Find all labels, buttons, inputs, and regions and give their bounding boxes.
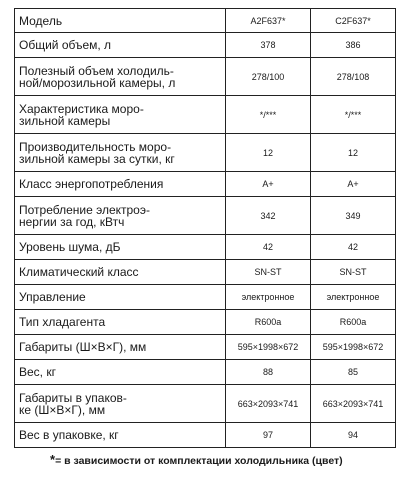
value-a2f637: 12 [226, 134, 311, 172]
row-label [15, 260, 226, 285]
value-c2f637: */*** [311, 96, 396, 134]
value-a2f637: 97 [226, 423, 311, 448]
row-label-line: Потребление электроэ- [19, 202, 150, 217]
row-label [15, 172, 226, 197]
row-label [15, 134, 226, 172]
row-label [15, 33, 226, 58]
row-label-line: Производительность моро- [19, 139, 172, 154]
row-dimensions [15, 335, 396, 360]
row-label-line: Характеристика моро- [19, 101, 144, 116]
value-a2f637: SN-ST [226, 260, 311, 285]
row-label-line: Тип хладагента [19, 315, 106, 329]
row-total-volume [15, 33, 396, 58]
spec-sheet [14, 8, 390, 448]
row-label [15, 96, 226, 134]
value-c2f637: 349 [311, 197, 396, 235]
row-packed-weight [15, 423, 396, 448]
footnote-asterisk: * [50, 452, 56, 467]
row-refrigerant [15, 310, 396, 335]
value-a2f637: 278/100 [226, 58, 311, 96]
row-label [15, 310, 226, 335]
row-weight [15, 360, 396, 385]
row-label-line: Полезный объем холодиль- [19, 63, 174, 78]
row-label-line: Габариты в упаков- [19, 390, 127, 405]
row-label-line: зильной камеры за сутки, кг [19, 151, 175, 166]
row-noise-level [15, 235, 396, 260]
row-label-line: Управление [19, 290, 86, 304]
header-label: Модель [15, 9, 226, 33]
value-c2f637: 85 [311, 360, 396, 385]
row-climate-class [15, 260, 396, 285]
row-energy-consumption [15, 197, 396, 235]
row-freezer-rating [15, 96, 396, 134]
value-c2f637: 386 [311, 33, 396, 58]
row-label-line: Климатический класс [19, 265, 139, 279]
value-c2f637: 12 [311, 134, 396, 172]
row-label [15, 423, 226, 448]
value-c2f637: SN-ST [311, 260, 396, 285]
row-label-line: Вес, кг [19, 365, 56, 379]
value-c2f637: A+ [311, 172, 396, 197]
row-label-line: Уровень шума, дБ [19, 240, 121, 254]
row-label-line: зильной камеры [19, 113, 111, 128]
model-a2f637: A2F637* [226, 9, 311, 33]
row-label [15, 58, 226, 96]
row-energy-class [15, 172, 396, 197]
row-label-line: ке (Ш×В×Г), мм [19, 402, 106, 417]
value-c2f637: 42 [311, 235, 396, 260]
spec-table [14, 8, 396, 448]
value-a2f637: электронное [226, 285, 311, 310]
value-a2f637: 342 [226, 197, 311, 235]
value-a2f637: 88 [226, 360, 311, 385]
row-label [15, 385, 226, 423]
row-label-line: Общий объем, л [19, 38, 112, 52]
value-a2f637: A+ [226, 172, 311, 197]
row-label-line: Вес в упаковке, кг [19, 428, 119, 442]
row-label [15, 360, 226, 385]
value-c2f637: 278/108 [311, 58, 396, 96]
row-packed-dimensions [15, 385, 396, 423]
value-c2f637: R600a [311, 310, 396, 335]
value-a2f637: 42 [226, 235, 311, 260]
row-label-line: Габариты (Ш×В×Г), мм [19, 340, 147, 354]
model-c2f637: C2F637* [311, 9, 396, 33]
row-label [15, 285, 226, 310]
value-c2f637: 663×2093×741 [311, 385, 396, 423]
row-useful-volume [15, 58, 396, 96]
row-label [15, 235, 226, 260]
footnote [50, 452, 343, 467]
value-a2f637: 595×1998×672 [226, 335, 311, 360]
row-control [15, 285, 396, 310]
row-label-line: ной/морозильной камеры, л [19, 75, 176, 90]
row-label-line: нергии за год, кВтч [19, 214, 125, 229]
value-c2f637: 94 [311, 423, 396, 448]
row-label [15, 197, 226, 235]
footnote-text: = в зависимости от комплектации холодильника (цвет) [55, 455, 343, 467]
value-a2f637: R600a [226, 310, 311, 335]
row-label [15, 335, 226, 360]
row-freezing-capacity [15, 134, 396, 172]
header-row [15, 9, 396, 33]
value-c2f637: электронное [311, 285, 396, 310]
value-a2f637: 663×2093×741 [226, 385, 311, 423]
row-label-line: Класс энергопотребления [19, 177, 164, 191]
value-a2f637: */*** [226, 96, 311, 134]
value-a2f637: 378 [226, 33, 311, 58]
value-c2f637: 595×1998×672 [311, 335, 396, 360]
